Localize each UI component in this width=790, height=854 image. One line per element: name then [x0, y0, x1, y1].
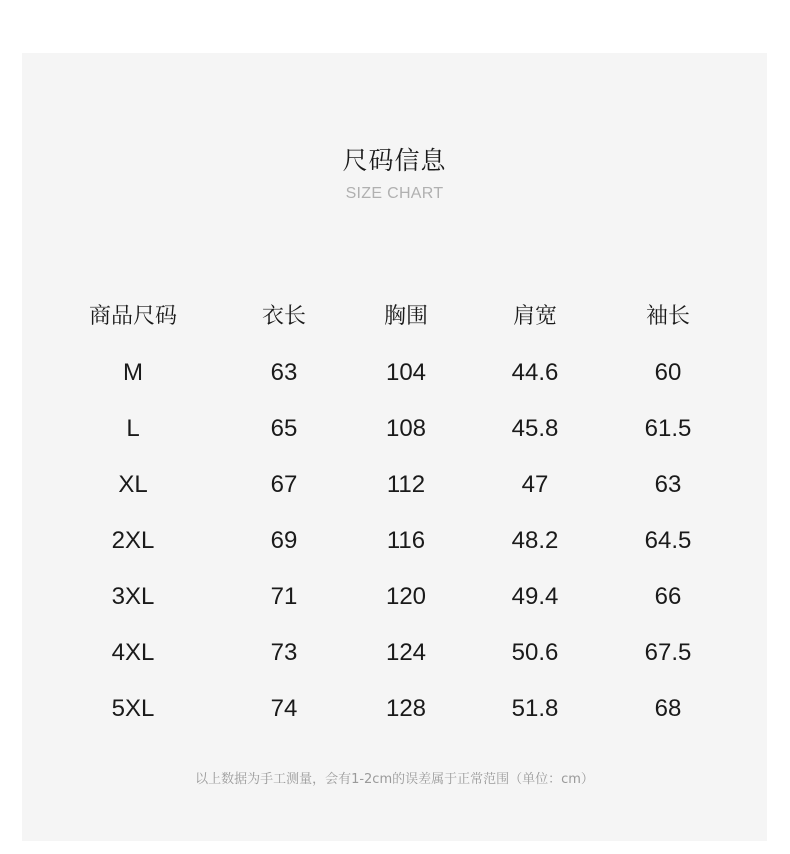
chart-title: 尺码信息 [342, 146, 447, 175]
cell-chest: 128 [385, 695, 427, 722]
header-sleeve: 袖长 [645, 304, 690, 329]
cell-shoulder: 48.2 [511, 527, 559, 554]
cell-length: 63 [270, 359, 298, 386]
table-header-row [22, 293, 767, 349]
cell-sleeve: 60 [654, 359, 682, 386]
cell-chest: 104 [385, 359, 427, 386]
header-chest: 胸围 [383, 304, 428, 329]
cell-shoulder: 45.8 [511, 415, 559, 442]
table-row [22, 349, 767, 405]
cell-size: XL [118, 471, 148, 498]
cell-chest: 116 [386, 527, 426, 554]
cell-shoulder: 50.6 [511, 639, 559, 666]
cell-size: L [126, 415, 140, 442]
cell-sleeve: 66 [654, 583, 682, 610]
cell-length: 74 [270, 695, 298, 722]
cell-length: 65 [270, 415, 298, 442]
size-table [22, 293, 767, 741]
cell-sleeve: 64.5 [644, 527, 692, 554]
cell-shoulder: 44.6 [511, 359, 559, 386]
cell-size: 5XL [111, 695, 155, 722]
table-row [22, 517, 767, 573]
cell-size: 4XL [111, 639, 155, 666]
cell-chest: 112 [386, 471, 426, 498]
cell-sleeve: 61.5 [644, 415, 692, 442]
cell-sleeve: 67.5 [644, 639, 692, 666]
cell-chest: 124 [385, 639, 427, 666]
cell-length: 67 [270, 471, 298, 498]
cell-shoulder: 49.4 [511, 583, 559, 610]
header-size: 商品尺码 [88, 304, 177, 329]
size-chart-panel [22, 53, 767, 841]
cell-shoulder: 51.8 [511, 695, 559, 722]
cell-shoulder: 47 [521, 471, 549, 498]
chart-subtitle: SIZE CHART [345, 185, 444, 202]
table-row [22, 461, 767, 517]
table-row [22, 629, 767, 685]
cell-sleeve: 63 [654, 471, 682, 498]
cell-length: 73 [270, 639, 298, 666]
cell-chest: 120 [385, 583, 427, 610]
table-row [22, 573, 767, 629]
header-shoulder: 肩宽 [512, 304, 557, 329]
table-row [22, 405, 767, 461]
measurement-note: 以上数据为手工测量，会有1-2cm的误差属于正常范围（单位：cm） [195, 772, 594, 787]
cell-chest: 108 [385, 415, 427, 442]
header-length: 衣长 [261, 304, 306, 329]
cell-size: M [123, 359, 143, 386]
cell-sleeve: 68 [654, 695, 682, 722]
cell-length: 71 [270, 583, 298, 610]
cell-size: 2XL [111, 527, 155, 554]
table-row [22, 685, 767, 741]
cell-size: 3XL [111, 583, 155, 610]
cell-length: 69 [270, 527, 298, 554]
